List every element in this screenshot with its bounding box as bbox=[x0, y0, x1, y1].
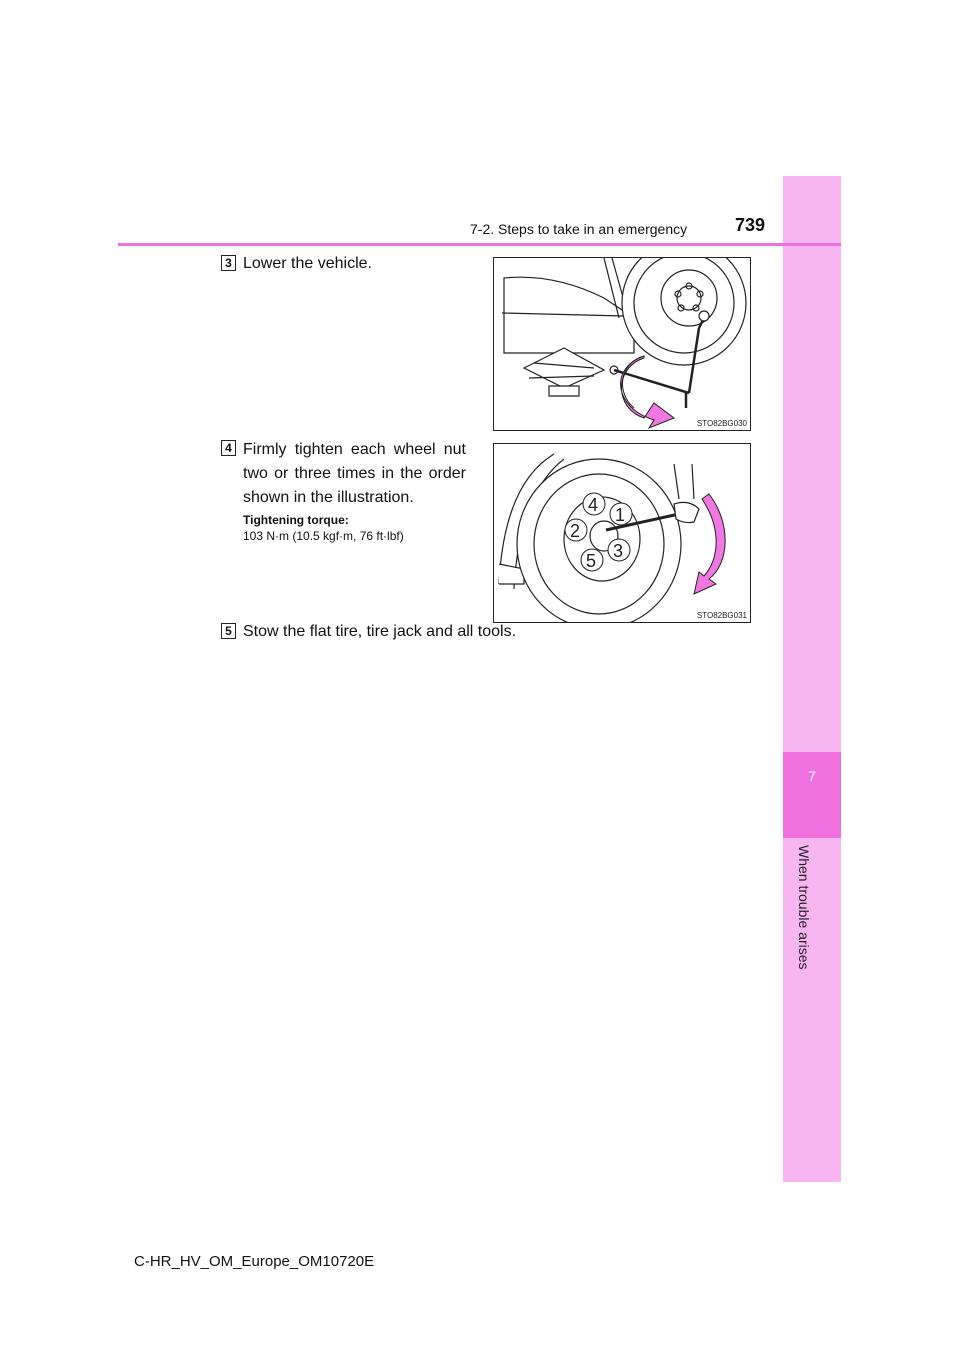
nut-order-1: 1 bbox=[615, 505, 626, 525]
header-rule bbox=[118, 243, 841, 246]
nut-order-5: 5 bbox=[586, 551, 597, 571]
document-id: C-HR_HV_OM_Europe_OM10720E bbox=[134, 1253, 375, 1270]
turn-arrow-icon bbox=[621, 356, 674, 428]
page-number: 739 bbox=[735, 215, 766, 235]
step-number-5: 5 bbox=[221, 623, 236, 639]
chapter-side-tab-active bbox=[783, 752, 841, 838]
lower-vehicle-illustration bbox=[493, 257, 751, 431]
chapter-side-tab bbox=[783, 176, 841, 1182]
nut-order-diagram bbox=[494, 444, 750, 622]
figure-code-3: STO82BG030 bbox=[696, 419, 747, 428]
tighten-nuts-illustration bbox=[493, 443, 751, 623]
step-3-text: Lower the vehicle. bbox=[243, 255, 372, 272]
section-title: 7-2. Steps to take in an emergency bbox=[470, 221, 688, 237]
jack-lowering-diagram bbox=[494, 258, 750, 430]
chapter-number: 7 bbox=[808, 768, 816, 784]
chapter-title: When trouble arises bbox=[796, 845, 812, 970]
step-5-text: Stow the flat tire, tire jack and all tools. bbox=[243, 623, 517, 640]
step-number-4: 4 bbox=[221, 440, 236, 456]
step-number-3: 3 bbox=[221, 255, 236, 271]
step-4-text: Firmly tighten each wheel nut two or three times in the order shown in the illustration. bbox=[243, 441, 466, 506]
torque-value: 103 N·m (10.5 kgf·m, 76 ft·lbf) bbox=[243, 529, 404, 543]
nut-order-3: 3 bbox=[613, 541, 624, 561]
torque-label: Tightening torque: bbox=[243, 513, 349, 527]
figure-code-4: STO82BG031 bbox=[696, 611, 747, 620]
nut-order-4: 4 bbox=[588, 495, 599, 515]
nut-order-2: 2 bbox=[570, 521, 581, 541]
